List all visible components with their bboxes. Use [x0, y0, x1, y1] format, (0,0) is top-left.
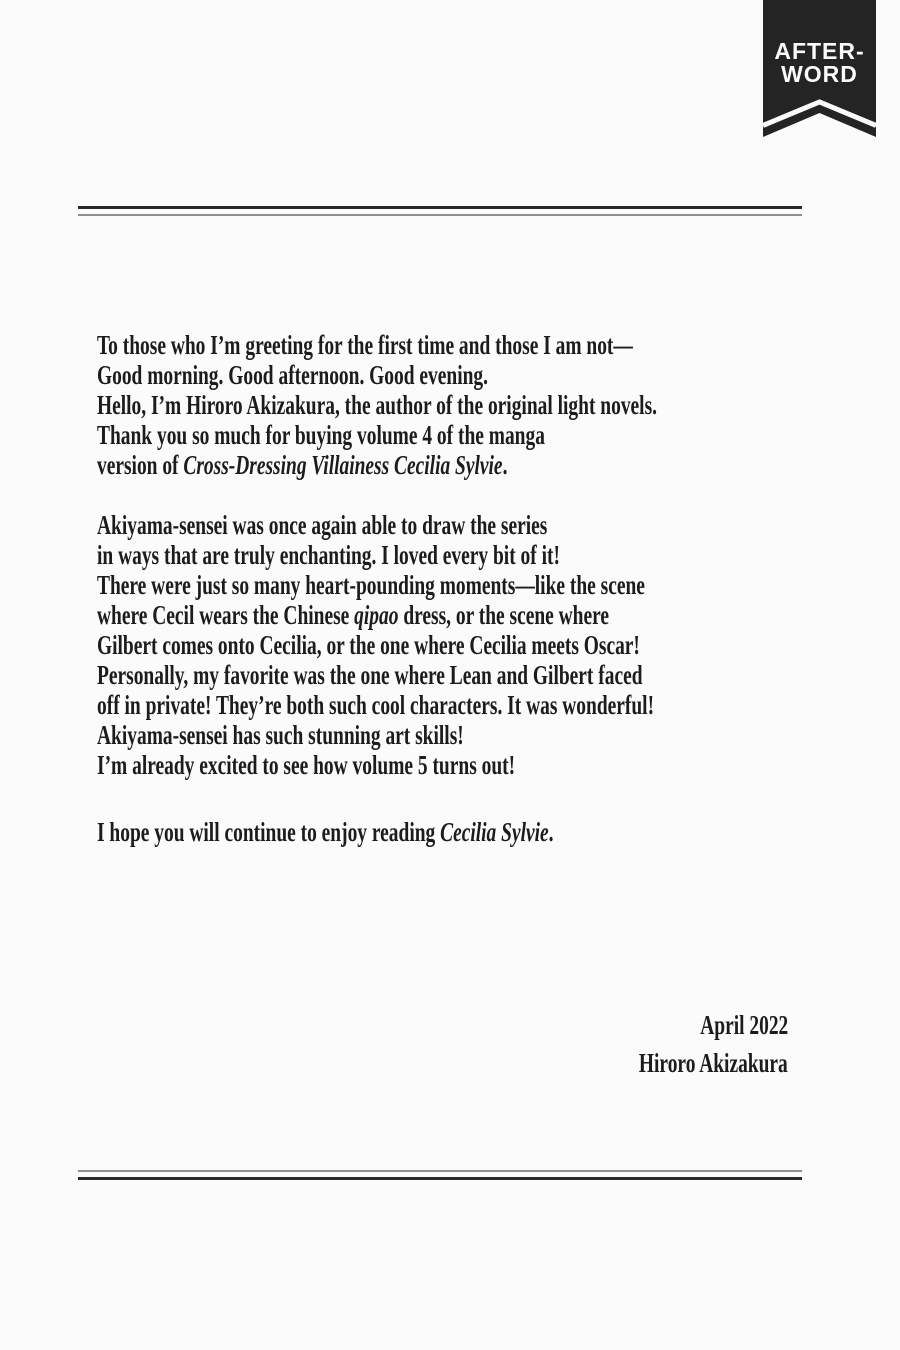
text-run: .	[502, 450, 508, 480]
ribbon-label-line1: AFTER-	[774, 38, 865, 64]
text-line: Gilbert comes onto Cecilia, or the one where Cecilia meets Oscar!	[97, 630, 640, 660]
text-run: where Cecil wears the Chinese	[97, 600, 355, 630]
bottom-divider	[78, 1170, 802, 1180]
text-run: .	[548, 817, 554, 847]
signature-name: Hiroro Akizakura	[639, 1048, 788, 1078]
text-line: off in private! They’re both such cool characters. It was wonderful!	[97, 690, 655, 720]
text-line	[97, 600, 788, 630]
text-line: Akiyama-sensei has such stunning art skills!	[97, 720, 464, 750]
text-line	[97, 450, 788, 480]
bottom-divider-thick-line	[78, 1177, 802, 1180]
ribbon-label-line2: WORD	[781, 61, 858, 87]
text-line: To those who I’m greeting for the first time and those I am not—	[97, 330, 633, 360]
book-title: Cross-Dressing Villainess Cecilia Sylvie	[183, 450, 503, 480]
text-run: version of	[97, 450, 184, 480]
paragraph-greeting	[97, 330, 788, 480]
text-line	[97, 817, 788, 847]
text-line: I’m already excited to see how volume 5 turns out!	[97, 750, 516, 780]
text-run: dress, or the scene where	[398, 600, 610, 630]
book-title: Cecilia Sylvie	[440, 817, 549, 847]
top-divider-thin-line	[78, 214, 802, 216]
text-line: Thank you so much for buying volume 4 of the manga	[97, 420, 545, 450]
text-line: Personally, my favorite was the one where Lean and Gilbert faced	[97, 660, 643, 690]
afterword-ribbon	[763, 0, 876, 138]
text-line: There were just so many heart-pounding moments—like the scene	[97, 570, 645, 600]
text-line: in ways that are truly enchanting. I loved every bit of it!	[97, 540, 560, 570]
text-line: Akiyama-sensei was once again able to draw the series	[97, 510, 548, 540]
ribbon-label	[763, 40, 876, 86]
text-run: I hope you will continue to enjoy reading	[97, 817, 441, 847]
top-divider	[78, 206, 802, 216]
italic-word: qipao	[354, 600, 399, 630]
text-line: Hello, I’m Hiroro Akizakura, the author of the original light novels.	[97, 390, 658, 420]
paragraph-praise	[97, 510, 788, 780]
paragraph-closing	[97, 817, 788, 847]
text-line: Good morning. Good afternoon. Good evening.	[97, 360, 488, 390]
signature-date: April 2022	[699, 1010, 788, 1040]
